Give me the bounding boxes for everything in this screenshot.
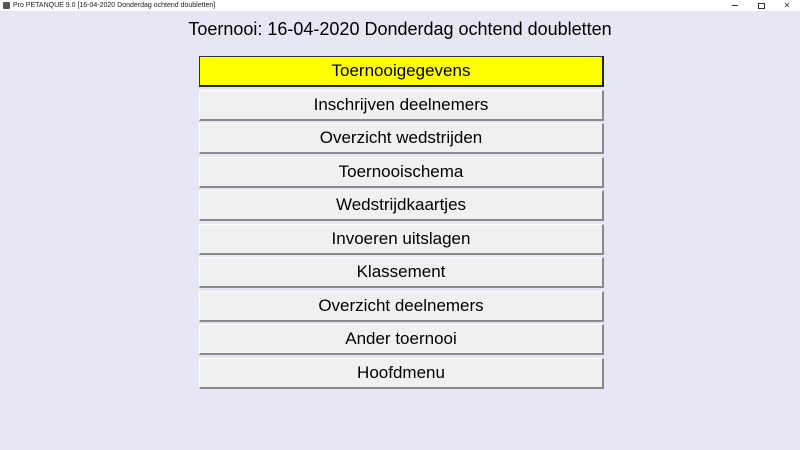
- menu-button-ander-toernooi[interactable]: Ander toernooi: [199, 324, 604, 355]
- app-icon: [3, 2, 10, 9]
- restore-button[interactable]: [748, 0, 774, 11]
- minimize-button[interactable]: [722, 0, 748, 11]
- menu-button-klassement[interactable]: Klassement: [199, 257, 604, 288]
- close-icon: ✕: [783, 1, 791, 10]
- menu-button-toernooigegevens[interactable]: Toernooigegevens: [199, 56, 604, 87]
- minimize-icon: [732, 5, 738, 6]
- menu-button-inschrijven-deelnemers[interactable]: Inschrijven deelnemers: [199, 90, 604, 121]
- main-menu: [199, 56, 604, 391]
- menu-button-overzicht-wedstrijden[interactable]: Overzicht wedstrijden: [199, 123, 604, 154]
- menu-button-hoofdmenu[interactable]: Hoofdmenu: [199, 358, 604, 389]
- menu-button-toernooischema[interactable]: Toernooischema: [199, 157, 604, 188]
- title-bar: [0, 0, 800, 11]
- tournament-heading: Toernooi: 16-04-2020 Donderdag ochtend doubletten: [188, 19, 612, 39]
- menu-button-overzicht-deelnemers[interactable]: Overzicht deelnemers: [199, 291, 604, 322]
- restore-icon: [758, 3, 765, 9]
- menu-button-wedstrijdkaartjes[interactable]: Wedstrijdkaartjes: [199, 190, 604, 221]
- menu-button-invoeren-uitslagen[interactable]: Invoeren uitslagen: [199, 224, 604, 255]
- close-button[interactable]: [774, 0, 800, 11]
- window-controls: [722, 0, 800, 11]
- window-title: Pro PETANQUE 9.0 [16-04-2020 Donderdag ochtend doubletten]: [13, 2, 216, 9]
